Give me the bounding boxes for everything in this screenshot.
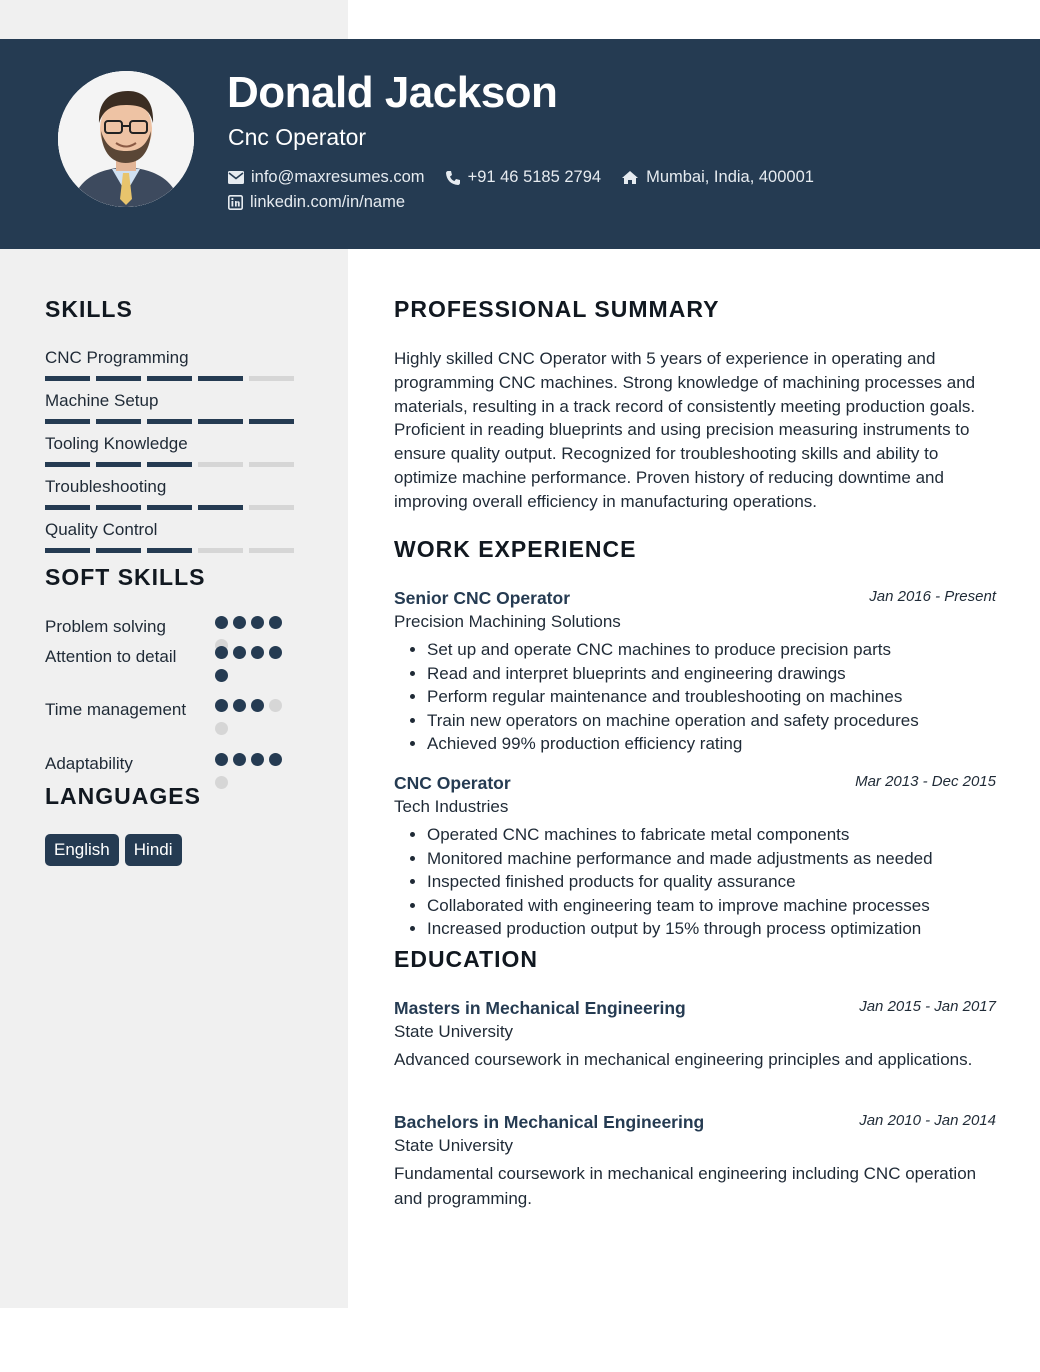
skill-segment [96, 548, 141, 553]
skill-segment [147, 462, 192, 467]
degree-name: Masters in Mechanical Engineering [394, 998, 686, 1018]
company-name: Tech Industries [394, 797, 509, 816]
education-heading: EDUCATION [394, 946, 539, 972]
rating-dot [233, 753, 246, 766]
language-tags [45, 834, 182, 866]
rating-dot [269, 646, 282, 659]
rating-dot [251, 753, 264, 766]
job-dates: Mar 2013 - Dec 2015 [855, 773, 996, 790]
education-dates: Jan 2010 - Jan 2014 [859, 1112, 996, 1129]
skill-segment [96, 376, 141, 381]
phone-text: +91 46 5185 2794 [467, 168, 602, 186]
skill-segment [198, 376, 243, 381]
rating-dot [215, 776, 228, 789]
skill-item [45, 520, 305, 553]
soft-skill-item [45, 698, 305, 721]
list-item: • Inspected finished products for quality assurance [427, 870, 996, 894]
skill-segment [147, 419, 192, 424]
list-item: • Read and interpret blueprints and engineering drawings [427, 662, 996, 686]
skill-item [45, 348, 305, 381]
skill-item [45, 477, 305, 510]
education-entry [394, 1112, 996, 1211]
skill-item [45, 434, 305, 467]
skill-segment [249, 376, 294, 381]
summary-text: Highly skilled CNC Operator with 5 years of experience in operating and programming CNC machines. Strong knowledge of machining processes and materials, resulting in a track record of consistently meeting production goals. Proficient in reading blueprints and using precision measuring instruments to ensure quality output. Recognized for troubleshooting skills and ability to optimize machine performance. Proven history of reducing downtime and improving overall efficiency in manufacturing operations. [394, 349, 976, 511]
skill-segment [198, 505, 243, 510]
skill-segment [45, 376, 90, 381]
school-name: State University [394, 1022, 514, 1041]
soft-skill-item [45, 752, 305, 775]
email-text: info@maxresumes.com [251, 168, 425, 186]
skill-item [45, 391, 305, 424]
skill-segment [45, 505, 90, 510]
candidate-name: Donald Jackson [227, 68, 558, 117]
skill-level-bar [45, 376, 305, 381]
rating-dot [269, 753, 282, 766]
soft-skill-item [45, 615, 305, 638]
list-item: • Perform regular maintenance and troubleshooting on machines [427, 685, 996, 709]
skill-level-bar [45, 419, 305, 424]
rating-dot [269, 699, 282, 712]
skill-name: Tooling Knowledge [45, 434, 188, 453]
soft-skill-rating [215, 753, 295, 799]
education-description: Advanced coursework in mechanical engineering principles and applications. [394, 1050, 973, 1069]
list-item: • Train new operators on machine operation and safety procedures [427, 709, 996, 733]
rating-dot [215, 722, 228, 735]
list-item: • Collaborated with engineering team to improve machine processes [427, 894, 996, 918]
contact-email[interactable] [228, 168, 425, 187]
avatar [58, 71, 194, 207]
skill-name: Troubleshooting [45, 477, 167, 496]
skill-segment [249, 419, 294, 424]
skill-segment [249, 548, 294, 553]
skill-name: Machine Setup [45, 391, 159, 410]
linkedin-text: linkedin.com/in/name [250, 193, 405, 211]
address-text: Mumbai, India, 400001 [646, 168, 814, 186]
skill-name: Quality Control [45, 520, 158, 539]
skill-level-bar [45, 505, 305, 510]
language-tag: English [45, 834, 119, 866]
job-position: CNC Operator [394, 773, 511, 793]
skill-segment [147, 505, 192, 510]
contact-linkedin[interactable] [228, 193, 405, 212]
rating-dot [215, 646, 228, 659]
responsibilities-list [394, 823, 996, 941]
skill-segment [96, 419, 141, 424]
skill-level-bar [45, 548, 305, 553]
rating-dot [215, 669, 228, 682]
language-tag: Hindi [125, 834, 182, 866]
linkedin-icon [228, 195, 243, 210]
contact-address [621, 168, 814, 187]
job-dates: Jan 2016 - Present [869, 588, 996, 605]
soft-skills-heading: SOFT SKILLS [45, 564, 206, 590]
skill-segment [249, 505, 294, 510]
rating-dot [215, 753, 228, 766]
contact-phone[interactable] [445, 168, 602, 187]
education-entry [394, 998, 996, 1073]
list-item: • Operated CNC machines to fabricate metal components [427, 823, 996, 847]
list-item: • Monitored machine performance and made adjustments as needed [427, 847, 996, 871]
skill-segment [45, 462, 90, 467]
rating-dot [233, 646, 246, 659]
rating-dot [215, 699, 228, 712]
education-description: Fundamental coursework in mechanical engineering including CNC operation and programming. [394, 1164, 977, 1208]
skill-segment [96, 462, 141, 467]
skill-segment [96, 505, 141, 510]
rating-dot [251, 646, 264, 659]
rating-dot [215, 616, 228, 629]
home-icon [621, 170, 639, 185]
experience-entry [394, 588, 996, 756]
skill-segment [147, 376, 192, 381]
skill-segment [45, 419, 90, 424]
job-title: Cnc Operator [228, 124, 367, 150]
skill-segment [198, 419, 243, 424]
contact-row-2 [228, 193, 425, 212]
soft-skill-rating [215, 646, 295, 692]
experience-entry [394, 773, 996, 941]
rating-dot [233, 616, 246, 629]
skill-segment [198, 548, 243, 553]
skill-segment [198, 462, 243, 467]
soft-skill-name: Adaptability [45, 754, 133, 773]
soft-skill-name: Attention to detail [45, 647, 177, 666]
summary-heading: PROFESSIONAL SUMMARY [394, 296, 720, 322]
contact-row [228, 168, 834, 187]
skills-heading: SKILLS [45, 296, 133, 322]
skill-segment [249, 462, 294, 467]
rating-dot [269, 616, 282, 629]
school-name: State University [394, 1136, 514, 1155]
soft-skill-rating [215, 699, 295, 745]
phone-icon [445, 170, 461, 186]
company-name: Precision Machining Solutions [394, 612, 621, 631]
responsibilities-list [394, 638, 996, 756]
rating-dot [251, 699, 264, 712]
skill-segment [147, 548, 192, 553]
degree-name: Bachelors in Mechanical Engineering [394, 1112, 705, 1132]
soft-skill-item [45, 645, 305, 668]
soft-skill-name: Time management [45, 700, 187, 719]
rating-dot [251, 616, 264, 629]
skill-level-bar [45, 462, 305, 467]
list-item: • Increased production output by 15% through process optimization [427, 917, 996, 941]
languages-heading: LANGUAGES [45, 783, 201, 809]
skill-name: CNC Programming [45, 348, 189, 367]
soft-skill-name: Problem solving [45, 617, 166, 636]
rating-dot [233, 699, 246, 712]
skill-segment [45, 548, 90, 553]
education-dates: Jan 2015 - Jan 2017 [859, 998, 996, 1015]
job-position: Senior CNC Operator [394, 588, 570, 608]
envelope-icon [228, 171, 244, 184]
experience-heading: WORK EXPERIENCE [394, 536, 637, 562]
list-item: • Set up and operate CNC machines to produce precision parts [427, 638, 996, 662]
list-item: • Achieved 99% production efficiency rating [427, 732, 996, 756]
